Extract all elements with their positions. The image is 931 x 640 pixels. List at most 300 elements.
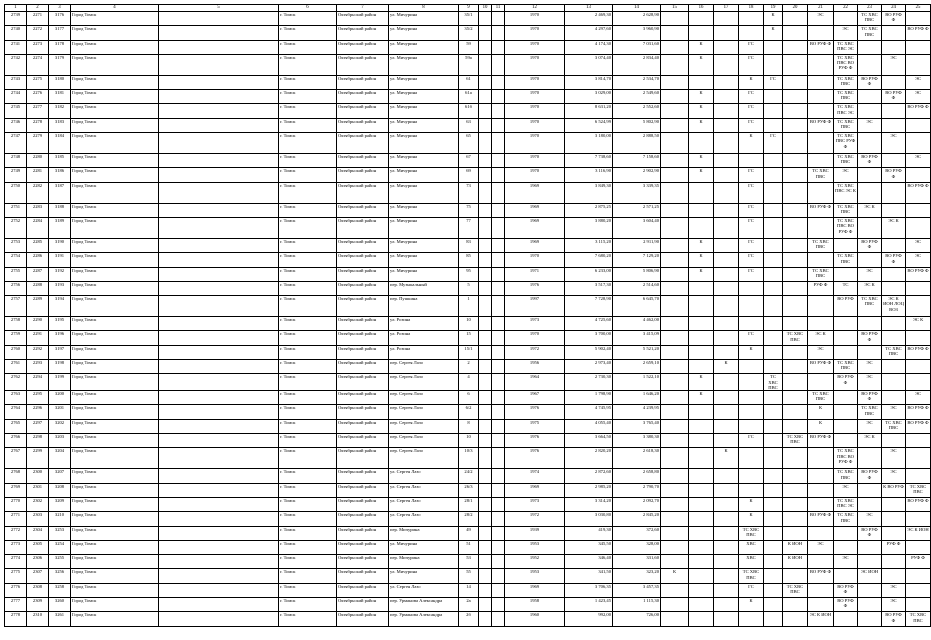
table-cell: ВО РУФ Ф	[808, 512, 834, 526]
table-cell: 1969	[505, 217, 565, 238]
table-cell	[714, 54, 739, 75]
table-cell	[808, 217, 834, 238]
table-cell: 1970	[505, 168, 565, 182]
table-cell	[764, 104, 783, 118]
table-cell: г. Томск	[279, 419, 337, 433]
table-cell: г. Томск	[279, 345, 337, 359]
table-cell: Город Томск	[71, 555, 159, 569]
table-cell: Октябрьский район	[337, 40, 389, 54]
table-cell: ВО РУФ Ф	[808, 360, 834, 374]
table-cell	[159, 612, 279, 626]
table-cell: К	[714, 360, 739, 374]
table-cell: ТС ХВС ПВС	[739, 526, 764, 540]
table-cell: ГС	[739, 168, 764, 182]
table-cell	[492, 267, 505, 281]
table-row	[5, 317, 931, 331]
table-cell	[714, 331, 739, 345]
table-cell	[492, 555, 505, 569]
table-cell: Город Томск	[71, 182, 159, 203]
table-cell	[661, 360, 689, 374]
table-cell: 2 618,30	[613, 448, 661, 469]
table-cell: ЭС	[882, 469, 906, 483]
table-body	[5, 12, 931, 627]
table-row	[5, 75, 931, 89]
table-cell: 2742	[5, 54, 27, 75]
table-cell: Город Томск	[71, 512, 159, 526]
table-cell: К	[661, 569, 689, 583]
table-cell: 28/2	[459, 512, 479, 526]
table-cell	[714, 296, 739, 317]
table-cell	[714, 253, 739, 267]
table-cell: 2304	[27, 526, 49, 540]
table-cell	[479, 203, 492, 217]
table-cell	[906, 598, 931, 612]
table-cell: 3 706,35	[565, 583, 613, 597]
table-cell	[783, 281, 808, 295]
table-cell	[764, 360, 783, 374]
table-cell: 2758	[5, 317, 27, 331]
table-cell: ГС	[739, 182, 764, 203]
column-number-header: 7	[337, 5, 389, 12]
table-cell	[783, 296, 808, 317]
table-cell: 1970	[505, 154, 565, 168]
table-cell	[492, 182, 505, 203]
table-cell: 2301	[27, 483, 49, 497]
table-cell: пер. Сергея Лазо	[389, 374, 459, 391]
table-cell: Город Томск	[71, 168, 159, 182]
table-cell: ЭС	[882, 598, 906, 612]
table-cell: Город Томск	[71, 331, 159, 345]
table-cell: г. Томск	[279, 281, 337, 295]
table-cell	[479, 182, 492, 203]
table-cell: 2740	[5, 26, 27, 40]
table-cell: 2273	[27, 40, 49, 54]
table-cell: Октябрьский район	[337, 238, 389, 252]
table-row	[5, 281, 931, 295]
table-cell: К	[689, 253, 714, 267]
table-cell: 323,20	[613, 569, 661, 583]
table-cell: 2756	[5, 281, 27, 295]
table-cell: 5 806,90	[613, 267, 661, 281]
table-cell	[689, 12, 714, 26]
table-cell	[689, 555, 714, 569]
column-number-header: 3	[49, 5, 71, 12]
table-cell	[764, 317, 783, 331]
table-cell: 2295	[27, 391, 49, 405]
table-cell: Город Томск	[71, 374, 159, 391]
table-cell	[906, 217, 931, 238]
table-cell: 7 728,90	[565, 296, 613, 317]
table-cell: 3 960,90	[613, 26, 661, 40]
table-cell: ул. Мичурина	[389, 569, 459, 583]
table-cell	[764, 118, 783, 132]
table-cell: 3258	[49, 583, 71, 597]
table-cell: ЭС	[834, 168, 858, 182]
table-cell: 2 973,40	[565, 360, 613, 374]
table-cell	[479, 40, 492, 54]
table-cell: 1969	[505, 483, 565, 497]
table-cell	[714, 182, 739, 203]
table-cell: 2309	[27, 598, 49, 612]
table-cell: ГС	[739, 118, 764, 132]
table-cell: 2285	[27, 238, 49, 252]
table-cell	[739, 483, 764, 497]
table-cell	[783, 133, 808, 154]
table-cell: К	[689, 54, 714, 75]
table-cell	[479, 419, 492, 433]
table-row	[5, 360, 931, 374]
table-cell	[479, 90, 492, 104]
table-cell	[882, 104, 906, 118]
table-cell: 1939	[505, 526, 565, 540]
table-cell	[906, 296, 931, 317]
table-cell	[882, 40, 906, 54]
table-cell	[714, 483, 739, 497]
table-cell: 3 880,20	[565, 217, 613, 238]
table-cell: г. Томск	[279, 374, 337, 391]
table-cell	[714, 168, 739, 182]
table-cell: ул. Мичурина	[389, 40, 459, 54]
table-row	[5, 419, 931, 433]
table-cell: ЭС	[834, 26, 858, 40]
table-cell: 2279	[27, 133, 49, 154]
table-cell: г. Томск	[279, 168, 337, 182]
table-cell: 3 664,50	[565, 434, 613, 448]
column-number-header: 6	[279, 5, 337, 12]
table-row	[5, 483, 931, 497]
table-cell: 2754	[5, 253, 27, 267]
table-cell: К	[808, 419, 834, 433]
table-cell: Город Томск	[71, 612, 159, 626]
table-cell	[808, 448, 834, 469]
table-cell: 83	[459, 238, 479, 252]
table-cell	[783, 419, 808, 433]
table-cell: РУФ Ф	[906, 555, 931, 569]
table-cell	[764, 182, 783, 203]
table-cell: 2292	[27, 345, 49, 359]
table-cell	[159, 583, 279, 597]
table-cell: ВО РУФ Ф	[906, 345, 931, 359]
table-cell	[906, 118, 931, 132]
table-cell: 73	[459, 182, 479, 203]
table-cell: 2282	[27, 182, 49, 203]
table-cell: 59	[459, 40, 479, 54]
table-row	[5, 512, 931, 526]
table-cell	[492, 104, 505, 118]
table-cell	[739, 317, 764, 331]
table-cell: 3 700,00	[565, 331, 613, 345]
table-cell: 5 802,90	[613, 118, 661, 132]
table-cell: К	[689, 154, 714, 168]
table-cell: ЭС	[882, 448, 906, 469]
table-cell: 1972	[505, 345, 565, 359]
table-cell: г. Томск	[279, 104, 337, 118]
table-cell	[661, 583, 689, 597]
table-cell: ВО РУФ Ф	[808, 434, 834, 448]
table-cell	[159, 360, 279, 374]
table-cell: ВО РУФ Ф	[906, 104, 931, 118]
table-cell: 3254	[49, 540, 71, 554]
table-cell: 1970	[505, 118, 565, 132]
table-cell	[882, 555, 906, 569]
table-cell	[159, 40, 279, 54]
table-cell: ул. Мичурина	[389, 238, 459, 252]
table-cell: ВО РУФ Ф	[906, 26, 931, 40]
table-cell: ТС ХВС ПВС	[906, 483, 931, 497]
table-cell	[783, 405, 808, 419]
table-cell: 5	[459, 281, 479, 295]
table-cell: 2276	[27, 90, 49, 104]
table-cell	[714, 104, 739, 118]
table-cell: Октябрьский район	[337, 512, 389, 526]
table-cell: Октябрьский район	[337, 217, 389, 238]
table-cell: 3189	[49, 217, 71, 238]
table-cell: 15	[459, 331, 479, 345]
table-cell	[159, 182, 279, 203]
table-cell	[882, 203, 906, 217]
column-number-header: 1	[5, 5, 27, 12]
table-cell: Город Томск	[71, 281, 159, 295]
table-cell	[764, 168, 783, 182]
table-cell	[689, 345, 714, 359]
table-cell: 61	[459, 75, 479, 89]
table-cell	[858, 497, 882, 511]
table-cell: 328,00	[613, 540, 661, 554]
table-cell: 35/1	[459, 12, 479, 26]
table-cell: 2762	[5, 374, 27, 391]
table-cell: г. Томск	[279, 238, 337, 252]
table-cell	[479, 569, 492, 583]
table-cell: 3 765,40	[613, 419, 661, 433]
table-cell	[906, 540, 931, 554]
table-cell: пер. Сергея Лазо	[389, 405, 459, 419]
table-cell: 2755	[5, 267, 27, 281]
table-cell: К	[689, 168, 714, 182]
table-cell: Октябрьский район	[337, 555, 389, 569]
table-cell: ВО РУФ Ф	[858, 469, 882, 483]
table-cell: Октябрьский район	[337, 497, 389, 511]
table-cell	[159, 90, 279, 104]
table-cell: 2744	[5, 90, 27, 104]
table-cell: К	[714, 448, 739, 469]
table-cell: ЭС	[858, 118, 882, 132]
table-cell	[479, 583, 492, 597]
table-cell: К	[764, 12, 783, 26]
table-cell	[906, 54, 931, 75]
table-cell: ВО РУФ Ф	[882, 253, 906, 267]
table-cell: ВО РУФ Ф	[906, 497, 931, 511]
table-cell	[661, 104, 689, 118]
table-cell: Город Томск	[71, 391, 159, 405]
table-cell: 1969	[505, 583, 565, 597]
table-cell: 63	[459, 118, 479, 132]
table-cell	[739, 281, 764, 295]
table-cell	[661, 281, 689, 295]
table-cell	[492, 12, 505, 26]
table-cell	[906, 512, 931, 526]
table-cell: ЭС К	[858, 434, 882, 448]
table-cell	[159, 54, 279, 75]
table-cell: 3210	[49, 512, 71, 526]
table-cell: 2 875,25	[565, 203, 613, 217]
table-cell: пер. Сергея Лазо	[389, 448, 459, 469]
table-cell	[689, 26, 714, 40]
table-cell	[764, 419, 783, 433]
table-cell: Октябрьский район	[337, 203, 389, 217]
table-cell: 2774	[5, 555, 27, 569]
table-cell: 2 571,25	[613, 203, 661, 217]
table-cell	[783, 374, 808, 391]
table-cell: К	[689, 238, 714, 252]
table-cell: ВО РУФ Ф	[834, 583, 858, 597]
table-cell	[764, 598, 783, 612]
table-cell	[858, 583, 882, 597]
table-cell: 28/1	[459, 497, 479, 511]
table-cell: 2278	[27, 118, 49, 132]
table-cell	[808, 75, 834, 89]
table-cell: 2 820,20	[565, 448, 613, 469]
table-cell: 3 116,90	[565, 168, 613, 182]
table-cell	[882, 75, 906, 89]
table-cell: ул. Розина	[389, 345, 459, 359]
table-cell: 4 725,60	[565, 317, 613, 331]
table-cell: Октябрьский район	[337, 133, 389, 154]
table-cell: ГС	[739, 583, 764, 597]
table-cell: Октябрьский район	[337, 281, 389, 295]
table-cell	[882, 526, 906, 540]
table-cell: Октябрьский район	[337, 360, 389, 374]
table-cell: 2 845,20	[613, 512, 661, 526]
table-cell: 2767	[5, 448, 27, 469]
table-row	[5, 296, 931, 317]
table-row	[5, 434, 931, 448]
table-cell	[689, 448, 714, 469]
table-cell: 3 180,00	[565, 133, 613, 154]
table-cell: ЭС	[858, 374, 882, 391]
table-cell: ХВС	[739, 540, 764, 554]
table-cell	[858, 182, 882, 203]
table-cell: ТС ХВС ПВС ЭС К	[834, 182, 858, 203]
table-cell	[783, 497, 808, 511]
table-cell: 1970	[505, 54, 565, 75]
housing-register-table	[4, 4, 931, 627]
table-cell	[714, 391, 739, 405]
table-cell	[661, 612, 689, 626]
table-cell: ГС	[739, 238, 764, 252]
table-row	[5, 12, 931, 26]
table-cell	[479, 54, 492, 75]
table-cell: ТС ХВС ПВС ЭС	[834, 104, 858, 118]
table-cell: пер. Урманова Александра	[389, 612, 459, 626]
table-cell	[159, 317, 279, 331]
table-cell: Город Томск	[71, 360, 159, 374]
table-cell: Октябрьский район	[337, 374, 389, 391]
table-cell	[858, 598, 882, 612]
table-cell	[714, 583, 739, 597]
table-cell	[492, 253, 505, 267]
column-number-header: 13	[565, 5, 613, 12]
table-cell	[714, 569, 739, 583]
table-cell: г. Томск	[279, 526, 337, 540]
table-cell	[783, 75, 808, 89]
table-row	[5, 598, 931, 612]
table-cell: 2306	[27, 555, 49, 569]
table-cell	[764, 405, 783, 419]
table-cell: ТС ХВС ПВС	[834, 253, 858, 267]
table-cell	[661, 331, 689, 345]
table-cell: 1970	[505, 40, 565, 54]
column-number-header: 25	[906, 5, 931, 12]
table-cell: 1997	[505, 296, 565, 317]
table-cell: г. Томск	[279, 405, 337, 419]
table-cell	[783, 203, 808, 217]
table-cell	[714, 26, 739, 40]
table-cell: 7 031,60	[613, 40, 661, 54]
table-row	[5, 133, 931, 154]
table-cell	[808, 469, 834, 483]
table-row	[5, 203, 931, 217]
table-cell: ТС ХВС ПВС	[834, 75, 858, 89]
table-cell: г. Томск	[279, 497, 337, 511]
table-cell: Город Томск	[71, 483, 159, 497]
table-cell: 1970	[505, 75, 565, 89]
table-cell	[764, 391, 783, 405]
table-cell: Октябрьский район	[337, 598, 389, 612]
table-cell: 1976	[505, 434, 565, 448]
table-cell	[159, 12, 279, 26]
table-cell: 61а	[459, 90, 479, 104]
table-cell	[689, 434, 714, 448]
table-cell	[808, 133, 834, 154]
table-cell	[739, 154, 764, 168]
table-cell: ул. Мичурина	[389, 168, 459, 182]
table-cell	[834, 317, 858, 331]
table-cell: 3 074,40	[565, 54, 613, 75]
table-cell	[159, 497, 279, 511]
table-cell: 3 415,09	[613, 331, 661, 345]
column-number-header: 2	[27, 5, 49, 12]
table-cell	[764, 612, 783, 626]
table-cell: Город Томск	[71, 40, 159, 54]
table-cell: 2775	[5, 569, 27, 583]
table-cell: пер. Сергея Лазо	[389, 360, 459, 374]
table-cell	[661, 26, 689, 40]
table-cell: 75	[459, 203, 479, 217]
table-cell	[661, 296, 689, 317]
table-cell	[689, 569, 714, 583]
table-row	[5, 40, 931, 54]
table-cell	[906, 168, 931, 182]
table-cell	[906, 12, 931, 26]
table-cell	[492, 612, 505, 626]
table-cell	[159, 540, 279, 554]
table-cell: 14	[459, 583, 479, 597]
table-cell: Город Томск	[71, 434, 159, 448]
table-cell	[783, 448, 808, 469]
table-cell	[661, 434, 689, 448]
table-cell: 2	[459, 360, 479, 374]
table-cell	[159, 469, 279, 483]
table-cell: 2741	[5, 40, 27, 54]
table-cell	[689, 296, 714, 317]
table-cell	[492, 526, 505, 540]
table-cell: 3176	[49, 12, 71, 26]
table-cell: 10/3	[459, 448, 479, 469]
table-cell: г. Томск	[279, 26, 337, 40]
table-cell	[661, 154, 689, 168]
table-cell	[858, 555, 882, 569]
table-cell: Город Томск	[71, 253, 159, 267]
